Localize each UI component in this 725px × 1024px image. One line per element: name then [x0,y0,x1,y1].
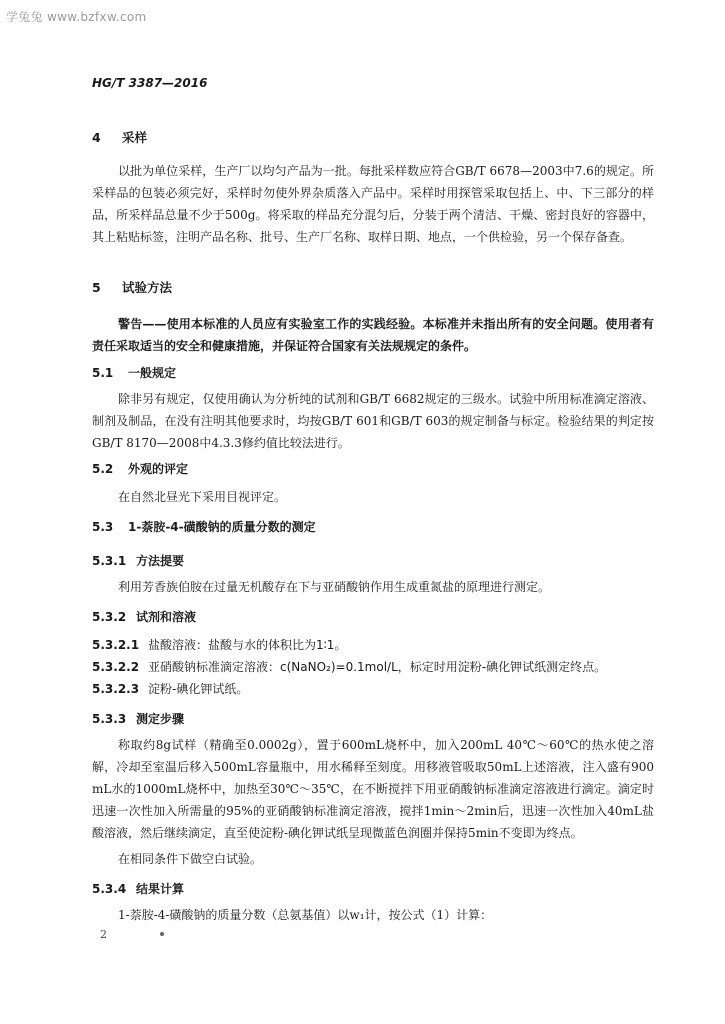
standard-code-header: HG/T 3387—2016 [92,76,208,90]
watermark-text: 学兔兔 www.bzfxw.com [6,10,147,24]
item-text: 淀粉-碘化钾试纸。 [148,682,249,696]
section-number: 5.3.1 [92,554,127,568]
section-4-heading [92,128,147,146]
section-5-3-4-paragraph: 1-萘胺-4-磺酸钠的质量分数（总氨基值）以w₁计，按公式（1）计算： [118,908,493,922]
section-5-3-4-heading [92,880,184,897]
item-number: 5.3.2.1 [92,638,140,652]
section-number: 5.3.2 [92,610,127,624]
section-4-paragraph: 以批为单位采样，生产厂以均匀产品为一批。每批采样数应符合GB/T 6678—2003中7.6的规定。所采样品的包装必须完好，采样时勿使外界杂质落入产品中。采样时用探管采取包括上、中、下三部分的样品，所采样品总量不少于500g。将采取的样品充分混匀后，分装于两个清洁、干燥、密封良好的容器中，其上粘贴标签，注明产品名称、批号、生产厂名称、取样日期、地点，一个供检验，另一个保存备查。 [92,164,654,244]
blank-test-paragraph: 在相同条件下做空白试验。 [118,852,263,866]
section-5-3-3-paragraph: 称取约8g试样（精确至0.0002g），置于600mL烧杯中，加入200mL 40℃～60℃的热水使之溶解，冷却至室温后移入500mL容量瓶中，用水稀释至刻度。用移液管吸取50mL上述溶液，注入盛有900mL水的1000mL烧杯中，加热至30℃～35℃，在不断搅拌下用亚硝酸钠标准滴定溶液进行滴定。滴定时迅速一次性加入所需量的95%的亚硝酸钠标准滴定溶液，搅拌1min～2min后，迅速一次性加入40mL盐酸溶液，然后继续滴定，直至使淀粉-碘化钾试纸呈现微蓝色润圈并保持5min不变即为终点。 [92,738,654,840]
section-title: 外观的评定 [128,462,189,476]
section-5-heading [92,278,172,296]
section-title: 测定步骤 [136,712,185,726]
item-text: 亚硝酸钠标准滴定溶液：c(NaNO₂)=0.1mol/L，标定时用淀粉-碘化钾试纸测定终点。 [148,660,607,674]
section-5-3-2-heading [92,608,196,625]
item-number: 5.3.2.2 [92,660,140,674]
section-5-3-heading [92,518,316,535]
section-5-1-paragraph: 除非另有规定，仅使用确认为分析纯的试剂和GB/T 6682规定的三级水。试验中所用标准滴定溶液、制剂及制品，在没有注明其他要求时，均按GB/T 601和GB/T 603的规定制备与标定。检验结果的判定按GB/T 8170—2008中4.3.3修约值比较法进行。 [92,392,654,450]
section-title: 采样 [122,130,148,145]
item-5-3-2-2 [92,658,606,675]
section-5-3-1-paragraph: 利用芳香族伯胺在过量无机酸存在下与亚硝酸钠作用生成重氮盐的原理进行测定。 [118,580,551,594]
section-5-3-1-heading [92,552,184,569]
section-title: 一般规定 [128,366,177,380]
item-5-3-2-1 [92,636,346,653]
section-number: 5.2 [92,462,114,476]
section-5-2-paragraph: 在自然北昼光下采用目视评定。 [118,490,287,504]
item-5-3-2-3 [92,680,248,697]
scan-dot [160,932,164,936]
item-number: 5.3.2.3 [92,682,140,696]
section-title: 试剂和溶液 [136,610,197,624]
section-number: 5.1 [92,366,114,380]
section-number: 5.3.3 [92,712,127,726]
section-5-3-3-heading [92,710,184,727]
item-text: 盐酸溶液：盐酸与水的体积比为1∶1。 [148,638,347,652]
section-number: 5.3.4 [92,882,127,896]
section-title: 1-萘胺-4-磺酸钠的质量分数的测定 [128,520,316,534]
section-title: 方法提要 [136,554,185,568]
section-number: 5 [92,280,101,295]
safety-warning: 警告——使用本标准的人员应有实验室工作的实践经验。本标准并未指出所有的安全问题。使用者有责任采取适当的安全和健康措施，并保证符合国家有关法规规定的条件。 [92,317,654,353]
section-5-1-heading [92,364,176,381]
section-number: 5.3 [92,520,114,534]
section-title: 结果计算 [136,882,185,896]
section-title: 试验方法 [122,280,173,295]
section-5-2-heading [92,460,188,477]
page-number: 2 [100,928,107,941]
section-number: 4 [92,130,101,145]
